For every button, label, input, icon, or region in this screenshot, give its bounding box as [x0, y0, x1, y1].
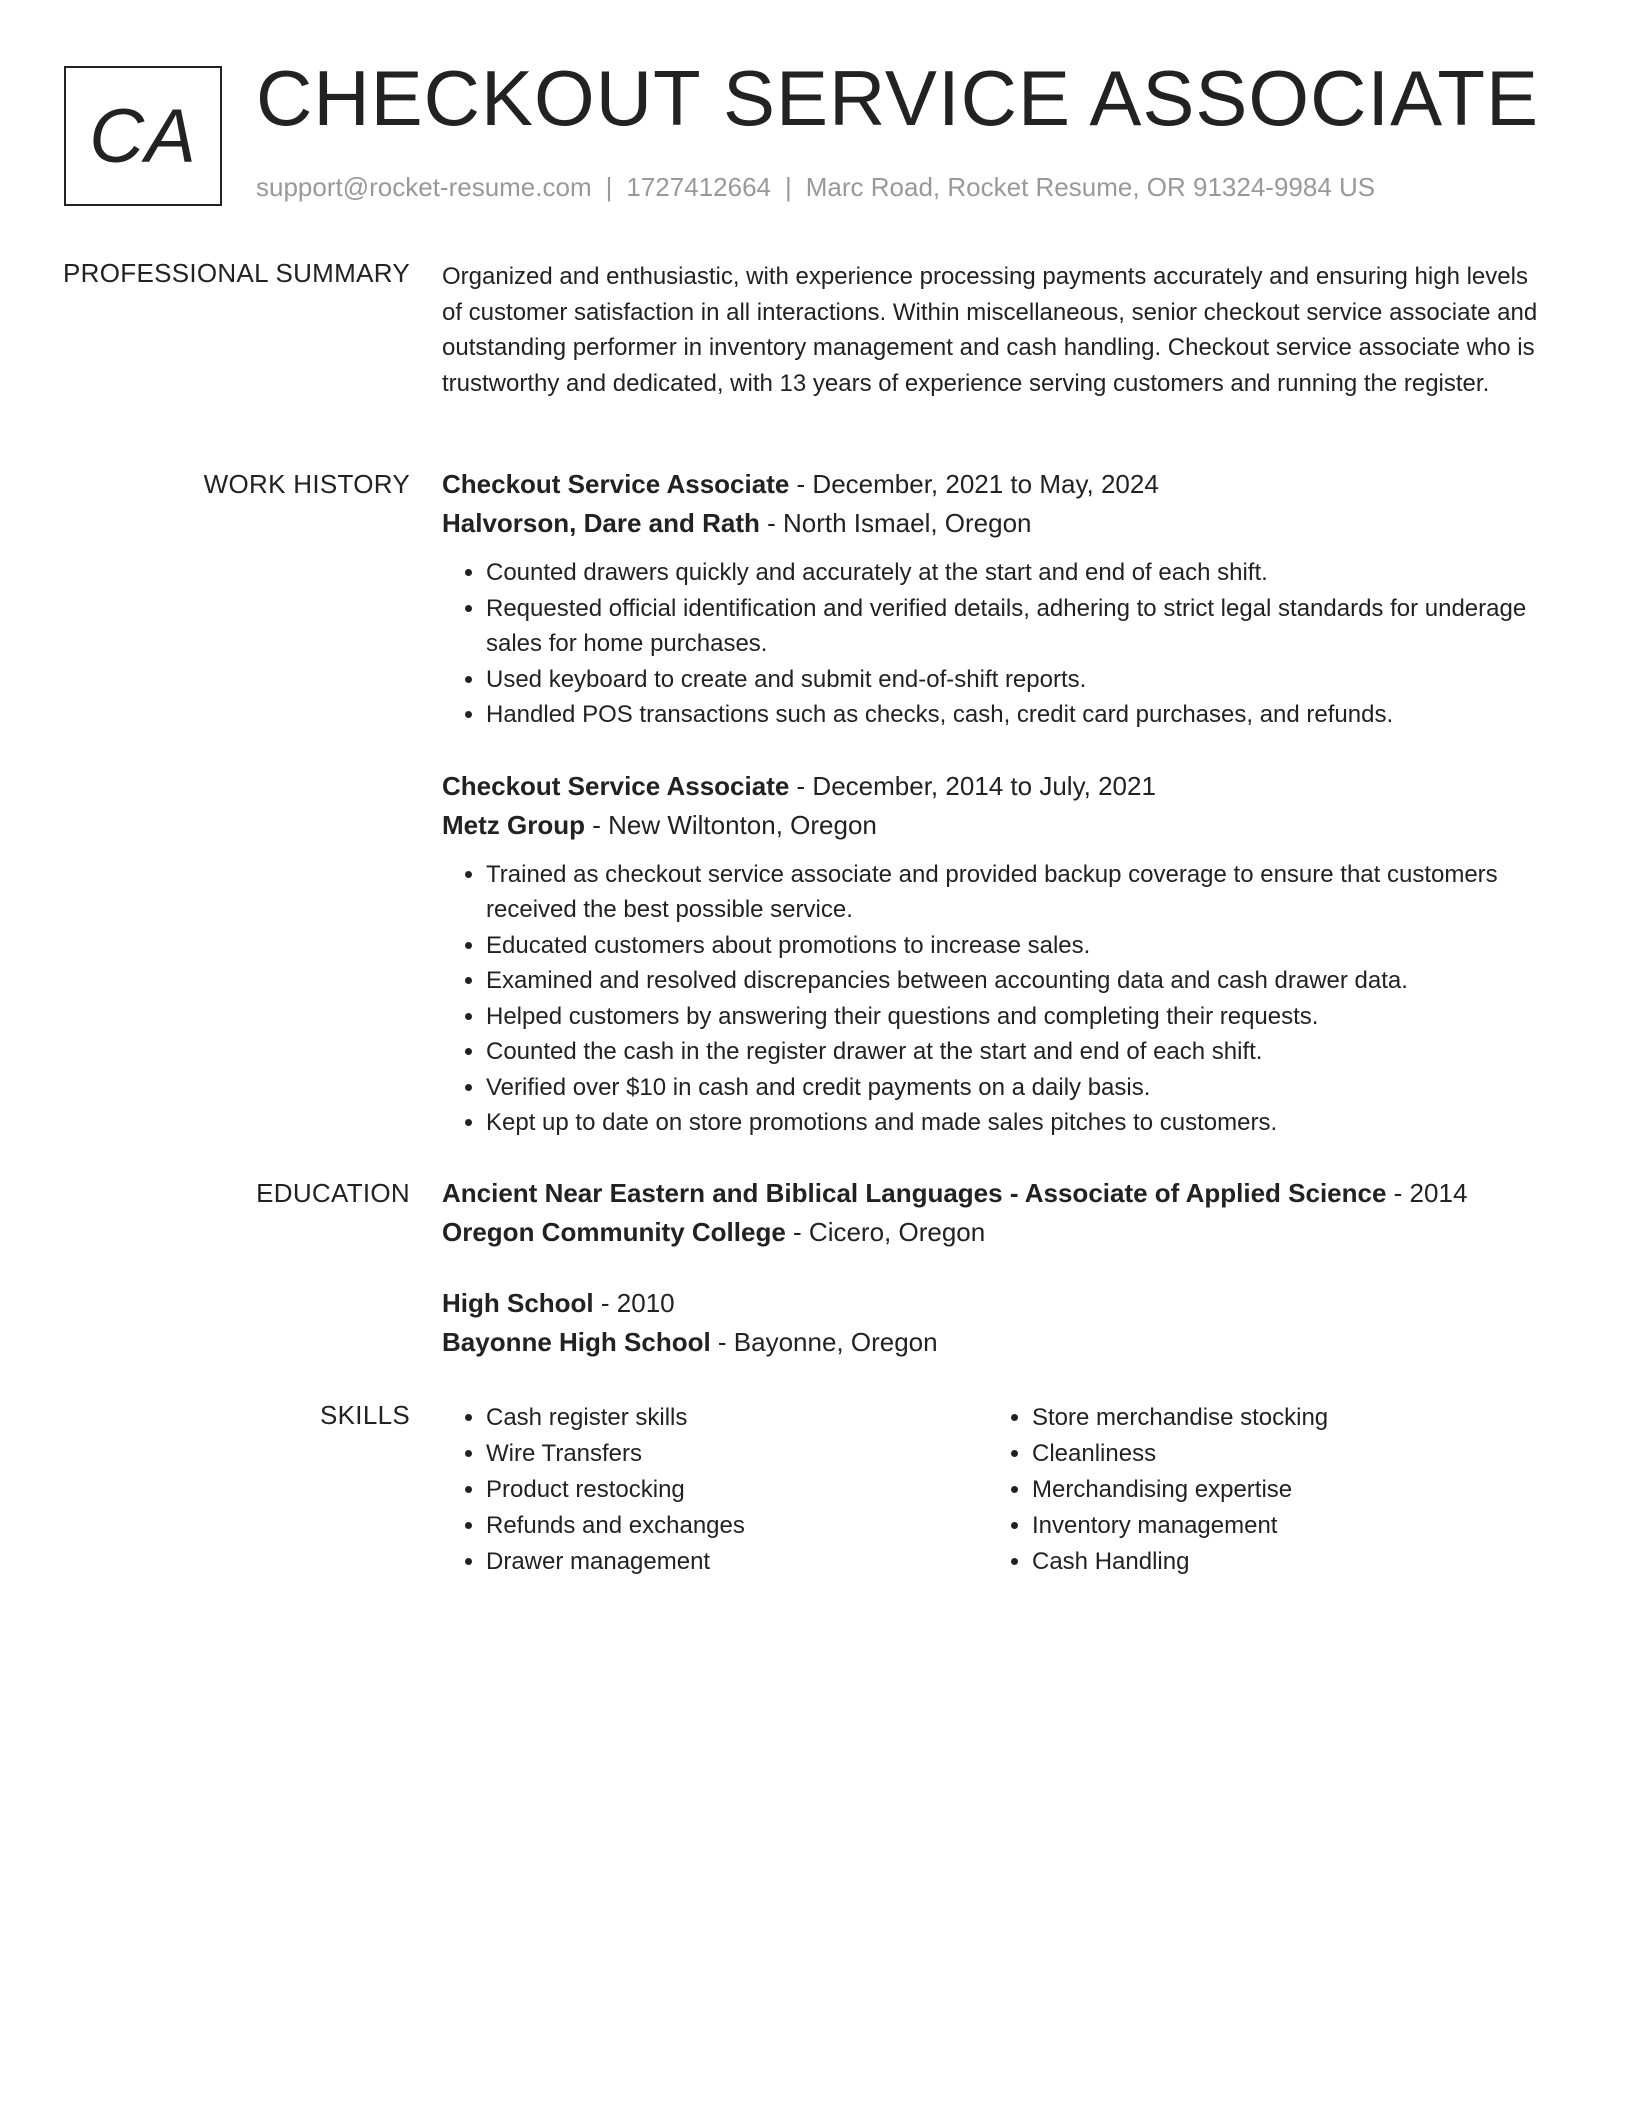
- list-item: • Inventory management: [1032, 1508, 1532, 1544]
- section-label-work-history: WORK HISTORY: [203, 469, 410, 499]
- job-company-line: [442, 806, 1542, 845]
- list-item: • Handled POS transactions such as checks, cash, credit card purchases, and refunds.: [486, 697, 1542, 733]
- list-item: • Examined and resolved discrepancies between accounting data and cash drawer data.: [486, 963, 1542, 999]
- contact-line: [256, 172, 1375, 203]
- section-label-education: EDUCATION: [256, 1178, 410, 1208]
- resume-title: CHECKOUT SERVICE ASSOCIATE: [256, 54, 1539, 142]
- list-item: • Product restocking: [486, 1472, 986, 1508]
- contact-separator: |: [785, 172, 792, 202]
- job-title: Checkout Service Associate: [442, 770, 790, 801]
- list-item: • Helped customers by answering their questions and completing their requests.: [486, 999, 1542, 1035]
- skills-column-1: [442, 1400, 986, 1580]
- list-item: • Counted drawers quickly and accurately at the start and end of each shift.: [486, 555, 1542, 591]
- job-dates: - December, 2021 to May, 2024: [789, 469, 1159, 499]
- education-degree: Ancient Near Eastern and Biblical Languages - Associate of Applied Science: [442, 1178, 1387, 1208]
- skills-columns: [442, 1400, 1542, 1580]
- education-degree-line: [442, 1174, 1542, 1213]
- education-school-line: [442, 1213, 1542, 1252]
- education-location: - Cicero, Oregon: [785, 1217, 986, 1247]
- section-label-summary: PROFESSIONAL SUMMARY: [63, 258, 410, 288]
- list-item: • Trained as checkout service associate and provided backup coverage to ensure that customers received the best possible service.: [486, 857, 1542, 928]
- job-title-line: [442, 465, 1542, 504]
- list-item: • Counted the cash in the register drawer at the start and end of each shift.: [486, 1034, 1542, 1070]
- monogram-logo: [64, 66, 222, 206]
- education-location: - Bayonne, Oregon: [710, 1327, 938, 1357]
- job-dates: - December, 2014 to July, 2021: [789, 770, 1156, 801]
- job-location: - New Wiltonton, Oregon: [585, 809, 877, 840]
- job-title-line: [442, 767, 1542, 806]
- job-company: Halvorson, Dare and Rath: [442, 508, 760, 538]
- list-item: • Cash register skills: [486, 1400, 986, 1436]
- list-item: • Drawer management: [486, 1544, 986, 1580]
- job-company-line: [442, 504, 1542, 543]
- education-year: - 2014: [1386, 1178, 1468, 1208]
- education-entry: [442, 1174, 1542, 1252]
- job-entry: [442, 465, 1542, 733]
- job-title: Checkout Service Associate: [442, 469, 790, 499]
- education-school: Bayonne High School: [442, 1327, 711, 1357]
- education-entry: [442, 1284, 1542, 1362]
- list-item: • Store merchandise stocking: [1032, 1400, 1532, 1436]
- section-label-skills: SKILLS: [320, 1400, 410, 1430]
- list-item: • Wire Transfers: [486, 1436, 986, 1472]
- job-entry: [442, 767, 1542, 1141]
- list-item: • Used keyboard to create and submit end-of-shift reports.: [486, 662, 1542, 698]
- job-location: - North Ismael, Oregon: [759, 508, 1032, 538]
- contact-phone: 1727412664: [626, 172, 771, 202]
- list-item: • Cleanliness: [1032, 1436, 1532, 1472]
- summary-body: [442, 259, 1542, 401]
- education-degree: High School: [442, 1288, 594, 1318]
- list-item: • Requested official identification and verified details, adhering to strict legal standards for underage sales for home purchases.: [486, 591, 1542, 662]
- education-degree-line: [442, 1284, 1542, 1323]
- skills-body: [442, 1400, 1542, 1580]
- list-item: • Verified over $10 in cash and credit payments on a daily basis.: [486, 1070, 1542, 1106]
- monogram-text: CA: [89, 93, 197, 179]
- contact-separator: |: [605, 172, 613, 202]
- list-item: • Cash Handling: [1032, 1544, 1532, 1580]
- education-year: - 2010: [593, 1288, 675, 1318]
- list-item: • Educated customers about promotions to increase sales.: [486, 928, 1542, 964]
- contact-address: Marc Road, Rocket Resume, OR 91324-9984 US: [805, 172, 1376, 202]
- contact-email: support@rocket-resume.com: [256, 172, 592, 202]
- list-item: • Refunds and exchanges: [486, 1508, 986, 1544]
- education-school-line: [442, 1323, 1542, 1362]
- education-body: [442, 1174, 1542, 1394]
- summary-text: Organized and enthusiastic, with experience processing payments accurately and ensuring high levels of customer satisfaction in all interactions. Within miscellaneous, senior checkout service associate and outstanding performer in inventory management and cash handling. Checkout service associate who is trustworthy and dedicated, with 13 years of experience serving customers and running the register.: [442, 263, 1538, 397]
- education-school: Oregon Community College: [442, 1217, 786, 1247]
- list-item: • Merchandising expertise: [1032, 1472, 1532, 1508]
- job-bullets: [442, 555, 1542, 733]
- list-item: • Kept up to date on store promotions and made sales pitches to customers.: [486, 1105, 1542, 1141]
- work-history-body: [442, 465, 1542, 1175]
- job-bullets: [442, 857, 1542, 1141]
- job-company: Metz Group: [442, 809, 585, 840]
- skills-column-2: [986, 1400, 1532, 1580]
